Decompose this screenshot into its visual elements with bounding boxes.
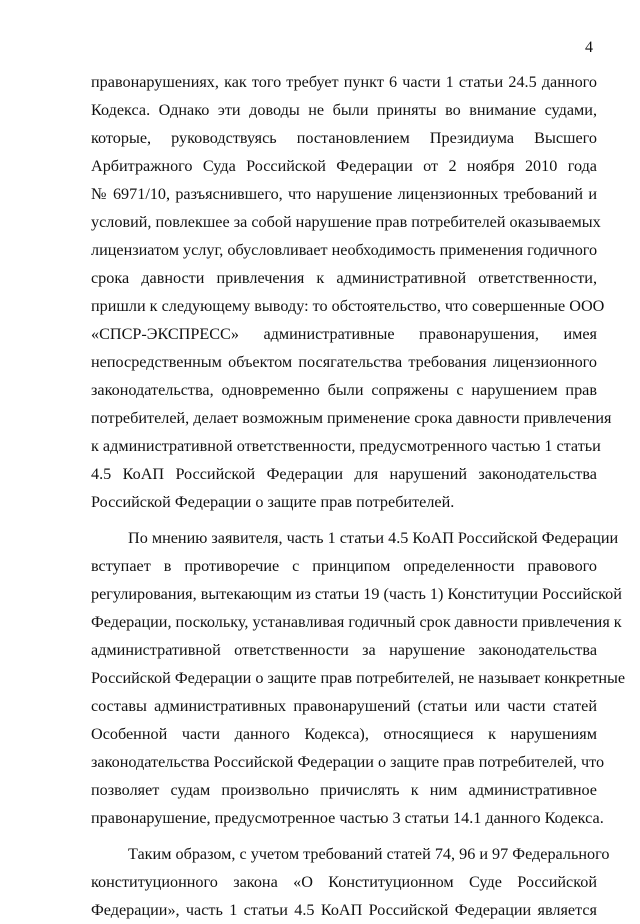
text-line: непосредственным объектом посягательства требования лицензионного (91, 353, 597, 371)
text-line: Таким образом, с учетом требований статей 74, 96 и 97 Федерального (128, 845, 610, 863)
text-line: № 6971/10, разъяснившего, что нарушение лицензионных требований и (91, 185, 597, 203)
text-line: пришли к следующему выводу: то обстоятельство, что совершенные ООО (91, 297, 605, 315)
text-line: Российской Федерации о защите прав потребителей, не называет конкретные (91, 669, 626, 687)
text-line: Особенной части данного Кодекса), относящиеся к нарушениям (91, 725, 597, 743)
text-line: составы административных правонарушений (статьи или части статей (91, 697, 597, 715)
text-line: лицензиатом услуг, обусловливает необходимость применения годичного (91, 241, 598, 259)
text-line: Федерации», часть 1 статьи 4.5 КоАП Российской Федерации является (91, 901, 597, 919)
text-line: к административной ответственности, предусмотренного частью 1 статьи (91, 437, 601, 455)
text-line: Кодекса. Однако эти доводы не были приняты во внимание судами, (91, 101, 597, 119)
text-line: Федерации, поскольку, устанавливая годичный срок давности привлечения к (91, 613, 622, 631)
text-line: потребителей, делает возможным применение срока давности привлечения (91, 409, 612, 427)
paragraph-1 (91, 68, 612, 516)
paragraph-spacer (91, 516, 597, 524)
text-line: Арбитражного Суда Российской Федерации от 2 ноября 2010 года (91, 157, 597, 175)
text-line: позволяет судам произвольно причислять к ним административное (91, 781, 597, 799)
text-line: Российской Федерации о защите прав потребителей. (91, 493, 455, 511)
text-line: законодательства Российской Федерации о защите прав потребителей, что (91, 753, 605, 771)
text-line: регулирования, вытекающим из статьи 19 (часть 1) Конституции Российской (91, 585, 622, 603)
text-line: правонарушение, предусмотренное частью 3 статьи 14.1 данного Кодекса. (91, 809, 604, 827)
document-body (91, 68, 626, 924)
text-line: конституционного закона «О Конституционном Суде Российской (91, 873, 597, 891)
text-line: условий, повлекшее за собой нарушение прав потребителей оказываемых (91, 213, 601, 231)
text-line: административной ответственности за нарушение законодательства (91, 641, 597, 659)
text-line: правонарушениях, как того требует пункт 6 части 1 статьи 24.5 данного (91, 73, 597, 91)
text-line: срока давности привлечения к административной ответственности, (91, 269, 597, 287)
page-number: 4 (585, 39, 593, 56)
text-line: законодательства, одновременно были сопряжены с нарушением прав (91, 381, 597, 399)
paragraph-3 (91, 840, 610, 924)
paragraph-2 (91, 524, 626, 832)
text-line: 4.5 КоАП Российской Федерации для нарушений законодательства (91, 465, 597, 483)
text-line: «СПСР-ЭКСПРЕСС» административные правонарушения, имея (91, 325, 597, 343)
text-line: По мнению заявителя, часть 1 статьи 4.5 КоАП Российской Федерации (128, 529, 619, 547)
text-line: вступает в противоречие с принципом определенности правового (91, 557, 597, 575)
paragraph-spacer (91, 832, 597, 840)
text-line: которые, руководствуясь постановлением Президиума Высшего (91, 129, 597, 147)
